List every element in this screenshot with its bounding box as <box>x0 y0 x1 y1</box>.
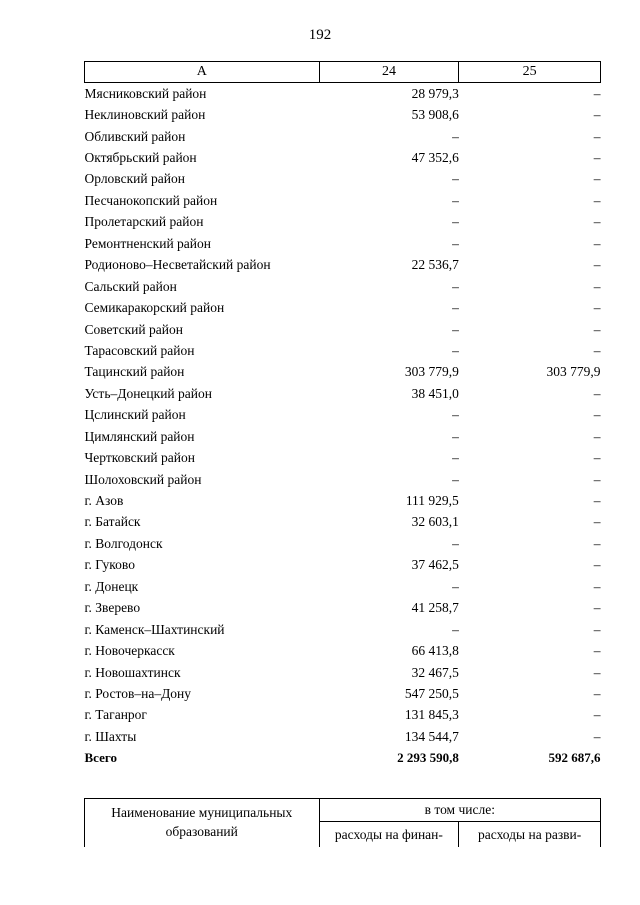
municipality-name-header: Наименование муниципальных образований <box>85 799 320 848</box>
municipality-name: г. Волгодонск <box>84 535 163 551</box>
municipality-name: г. Азов <box>84 493 124 509</box>
value-col-24: – <box>452 535 459 551</box>
table-row <box>85 533 601 554</box>
table-row <box>85 555 601 576</box>
development-expenses-header: расходы на разви- <box>459 822 601 847</box>
municipality-name: г. Новошахтинск <box>84 664 181 680</box>
table-row <box>85 104 601 125</box>
municipality-name: Цимлянский район <box>84 428 195 444</box>
value-col-24: 111 929,5 <box>405 493 459 509</box>
value-col-24: 53 908,6 <box>411 107 459 123</box>
table-row <box>85 405 601 426</box>
table-row <box>85 640 601 661</box>
municipality-name: г. Каменск–Шахтинский <box>84 621 225 637</box>
table-row <box>85 319 601 340</box>
municipality-name: Усть–Донецкий район <box>84 385 212 401</box>
municipality-name: Родионово–Несветайский район <box>84 257 271 273</box>
table-row <box>85 619 601 640</box>
value-col-25: – <box>593 214 601 230</box>
table-body <box>85 83 601 770</box>
value-col-25: – <box>593 643 601 659</box>
value-col-24: – <box>452 235 459 251</box>
municipality-name: Мясниковский район <box>84 85 207 101</box>
value-col-25: – <box>593 342 601 358</box>
value-col-25: – <box>593 192 601 208</box>
budget-table <box>84 61 601 769</box>
table-row <box>85 276 601 297</box>
municipality-name: г. Шахты <box>84 728 137 744</box>
municipality-name: Неклиновский район <box>84 107 206 123</box>
value-col-24: – <box>452 578 459 594</box>
value-col-24: 66 413,8 <box>411 643 459 659</box>
value-col-25: – <box>593 685 601 701</box>
municipality-name: Шолоховский район <box>84 471 202 487</box>
value-col-25: – <box>593 600 601 616</box>
value-col-25: – <box>593 621 601 637</box>
value-col-25: – <box>593 557 601 573</box>
table-row <box>85 426 601 447</box>
value-col-24: – <box>452 192 459 208</box>
municipality-name: г. Новочеркасск <box>84 643 175 659</box>
value-col-24: 28 979,3 <box>411 85 459 101</box>
municipality-name: Семикаракорский район <box>84 300 225 316</box>
value-col-24: 134 544,7 <box>404 728 459 744</box>
value-col-24: 131 845,3 <box>404 707 459 723</box>
table-row <box>85 297 601 318</box>
total-label: Всего <box>84 750 117 766</box>
value-col-24: 37 462,5 <box>411 557 459 573</box>
value-col-25: – <box>593 257 601 273</box>
total-col-25: 592 687,6 <box>548 750 601 766</box>
value-col-24: – <box>452 471 459 487</box>
table-row <box>85 469 601 490</box>
municipality-name: г. Гуково <box>84 557 135 573</box>
total-row <box>85 748 601 769</box>
value-col-25: – <box>593 514 601 530</box>
total-col-24: 2 293 590,8 <box>397 750 459 766</box>
municipality-name: Тацинский район <box>84 364 185 380</box>
value-col-24: 22 536,7 <box>411 257 459 273</box>
column-header-24: 24 <box>319 62 459 83</box>
value-col-25: – <box>593 128 601 144</box>
table-row <box>85 662 601 683</box>
table-row <box>85 383 601 404</box>
value-col-25: – <box>593 85 601 101</box>
value-col-25: – <box>593 493 601 509</box>
value-col-25: – <box>593 107 601 123</box>
value-col-25: – <box>593 385 601 401</box>
value-col-25: – <box>593 171 601 187</box>
value-col-24: 547 250,5 <box>404 685 459 701</box>
municipality-name: Обливский район <box>84 128 186 144</box>
value-col-24: – <box>452 300 459 316</box>
municipality-name: г. Ростов–на–Дону <box>84 685 192 701</box>
table-row <box>85 490 601 511</box>
table-row <box>85 233 601 254</box>
column-header-25: 25 <box>459 62 601 83</box>
value-col-25: – <box>593 450 601 466</box>
value-col-24: – <box>452 171 459 187</box>
value-col-24: – <box>452 621 459 637</box>
municipality-name: Тарасовский район <box>84 342 195 358</box>
table-row <box>85 255 601 276</box>
value-col-25: – <box>593 428 601 444</box>
value-col-24: 32 603,1 <box>411 514 459 530</box>
municipality-name: Песчанокопский район <box>84 192 218 208</box>
table-row <box>85 705 601 726</box>
value-col-25: – <box>593 535 601 551</box>
municipality-name: Пролетарский район <box>84 214 204 230</box>
value-col-24: – <box>452 407 459 423</box>
municipality-name: Ремонтненский район <box>84 235 211 251</box>
table-row <box>85 362 601 383</box>
table-header-row <box>85 62 601 83</box>
municipality-name: Сальский район <box>84 278 177 294</box>
value-col-25: – <box>593 300 601 316</box>
value-col-25: – <box>593 321 601 337</box>
table-row <box>85 447 601 468</box>
value-col-25: – <box>593 664 601 680</box>
table-row <box>85 190 601 211</box>
municipality-name: Чертковский район <box>84 450 195 466</box>
value-col-24: – <box>452 450 459 466</box>
municipality-name: Цслинский район <box>84 407 186 423</box>
value-col-25: – <box>593 235 601 251</box>
value-col-25: – <box>593 707 601 723</box>
value-col-24: – <box>452 321 459 337</box>
table-row <box>85 212 601 233</box>
including-header: в том числе: <box>319 799 600 822</box>
municipality-name: г. Донецк <box>84 578 139 594</box>
value-col-25: – <box>593 278 601 294</box>
municipality-name: Октябрьский район <box>84 150 197 166</box>
column-header-a: А <box>85 62 320 83</box>
municipality-name: Орловский район <box>84 171 185 187</box>
page-number: 192 <box>308 27 332 43</box>
municipality-name: г. Таганрог <box>84 707 147 723</box>
financing-expenses-header: расходы на финан- <box>319 822 459 847</box>
table-row <box>85 83 601 105</box>
table-row <box>85 147 601 168</box>
municipality-name: г. Зверево <box>84 600 141 616</box>
value-col-24: – <box>452 128 459 144</box>
value-col-25: – <box>593 471 601 487</box>
table-row <box>85 683 601 704</box>
value-col-24: – <box>452 342 459 358</box>
value-col-25: 303 779,9 <box>546 364 601 380</box>
table-row <box>85 512 601 533</box>
table-row <box>85 726 601 747</box>
municipality-name: г. Батайск <box>84 514 141 530</box>
table-row <box>85 340 601 361</box>
value-col-25: – <box>593 407 601 423</box>
next-table-header <box>84 798 601 847</box>
value-col-24: 47 352,6 <box>411 150 459 166</box>
value-col-24: 32 467,5 <box>411 664 459 680</box>
value-col-25: – <box>593 150 601 166</box>
value-col-24: 41 258,7 <box>411 600 459 616</box>
table-row <box>85 598 601 619</box>
value-col-24: 303 779,9 <box>404 364 459 380</box>
table-row <box>85 126 601 147</box>
value-col-25: – <box>593 728 601 744</box>
table-row <box>85 169 601 190</box>
value-col-24: – <box>452 214 459 230</box>
municipality-name: Советский район <box>84 321 183 337</box>
value-col-25: – <box>593 578 601 594</box>
value-col-24: 38 451,0 <box>411 385 459 401</box>
table-row <box>85 576 601 597</box>
value-col-24: – <box>452 278 459 294</box>
value-col-24: – <box>452 428 459 444</box>
